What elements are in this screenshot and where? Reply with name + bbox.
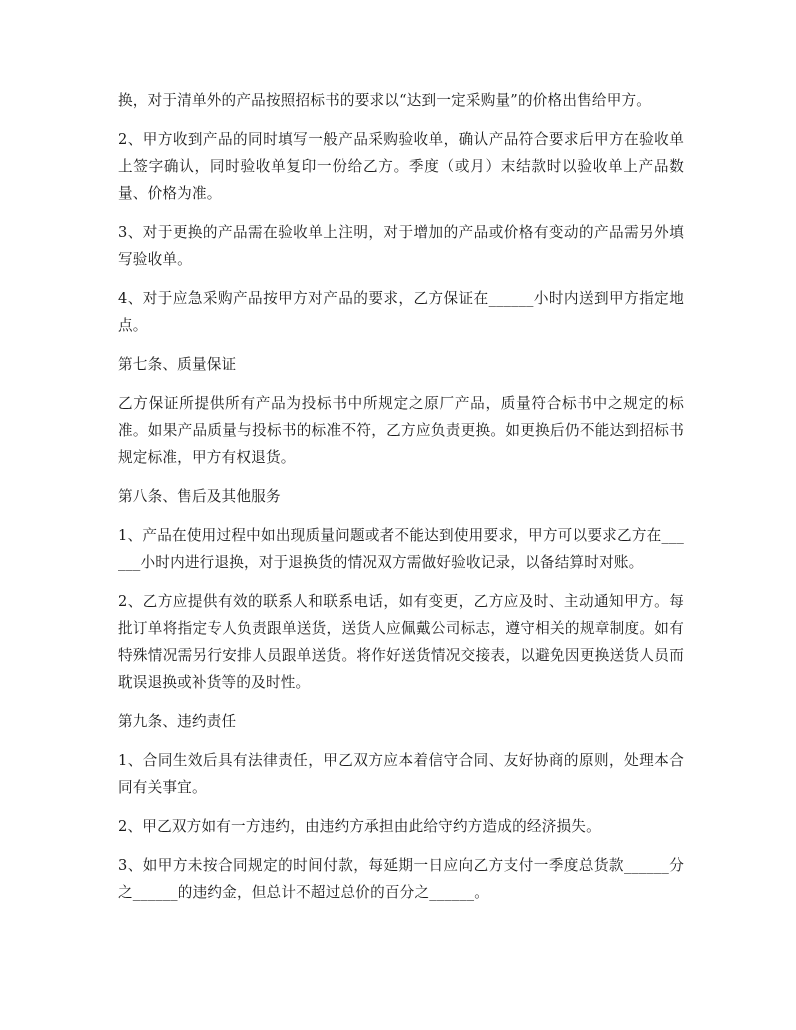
paragraph-quality-guarantee: 乙方保证所提供所有产品为投标书中所规定之原厂产品，质量符合标书中之规定的标准。如果产品质量与投标书的标准不符，乙方应负责更换。如更换后仍不能达到招标书规定标准，甲方有权退货。	[118, 395, 684, 466]
section-heading-article-8: 第八条、售后及其他服务	[118, 488, 281, 505]
document-page	[118, 87, 684, 918]
section-heading-article-7: 第七条、质量保证	[118, 356, 237, 373]
paragraph-clause-9-3: 3、如甲方未按合同规定的时间付款，每延期一日应向乙方支付一季度总货款______分之______的违约金，但总计不超过总价的百分之______。	[118, 857, 684, 901]
paragraph-clause-6-3: 3、对于更换的产品需在验收单上注明，对于增加的产品或价格有变动的产品需另外填写验收单。	[118, 224, 684, 268]
section-heading-article-9: 第九条、违约责任	[118, 713, 237, 730]
paragraph-clause-9-2: 2、甲乙双方如有一方违约，由违约方承担由此给守约方造成的经济损失。	[118, 818, 601, 835]
paragraph-clause-8-2: 2、乙方应提供有效的联系人和联系电话，如有变更，乙方应及时、主动通知甲方。每批订单将指定专人负责跟单送货，送货人应佩戴公司标志，遵守相关的规章制度。如有特殊情况需另行安排人员跟单送货。将作好送货情况交接表，以避免因更换送货人员而耽误退换或补货等的及时性。	[118, 593, 684, 691]
paragraph-clause-6-2: 2、甲方收到产品的同时填写一般产品采购验收单，确认产品符合要求后甲方在验收单上签字确认，同时验收单复印一份给乙方。季度（或月）末结款时以验收单上产品数量、价格为准。	[118, 131, 684, 202]
paragraph-clause-6-4: 4、对于应急采购产品按甲方对产品的要求，乙方保证在______小时内送到甲方指定地点。	[118, 290, 684, 334]
paragraph-clause-6-1-continued: 换，对于清单外的产品按照招标书的要求以“达到一定采购量”的价格出售给甲方。	[118, 92, 652, 109]
paragraph-clause-9-1: 1、合同生效后具有法律责任，甲乙双方应本着信守合同、友好协商的原则，处理本合同有关事宜。	[118, 752, 684, 796]
paragraph-clause-8-1: 1、产品在使用过程中如出现质量问题或者不能达到使用要求，甲方可以要求乙方在______小时内进行退换，对于退换货的情况双方需做好验收记录，以备结算时对账。	[118, 527, 684, 571]
